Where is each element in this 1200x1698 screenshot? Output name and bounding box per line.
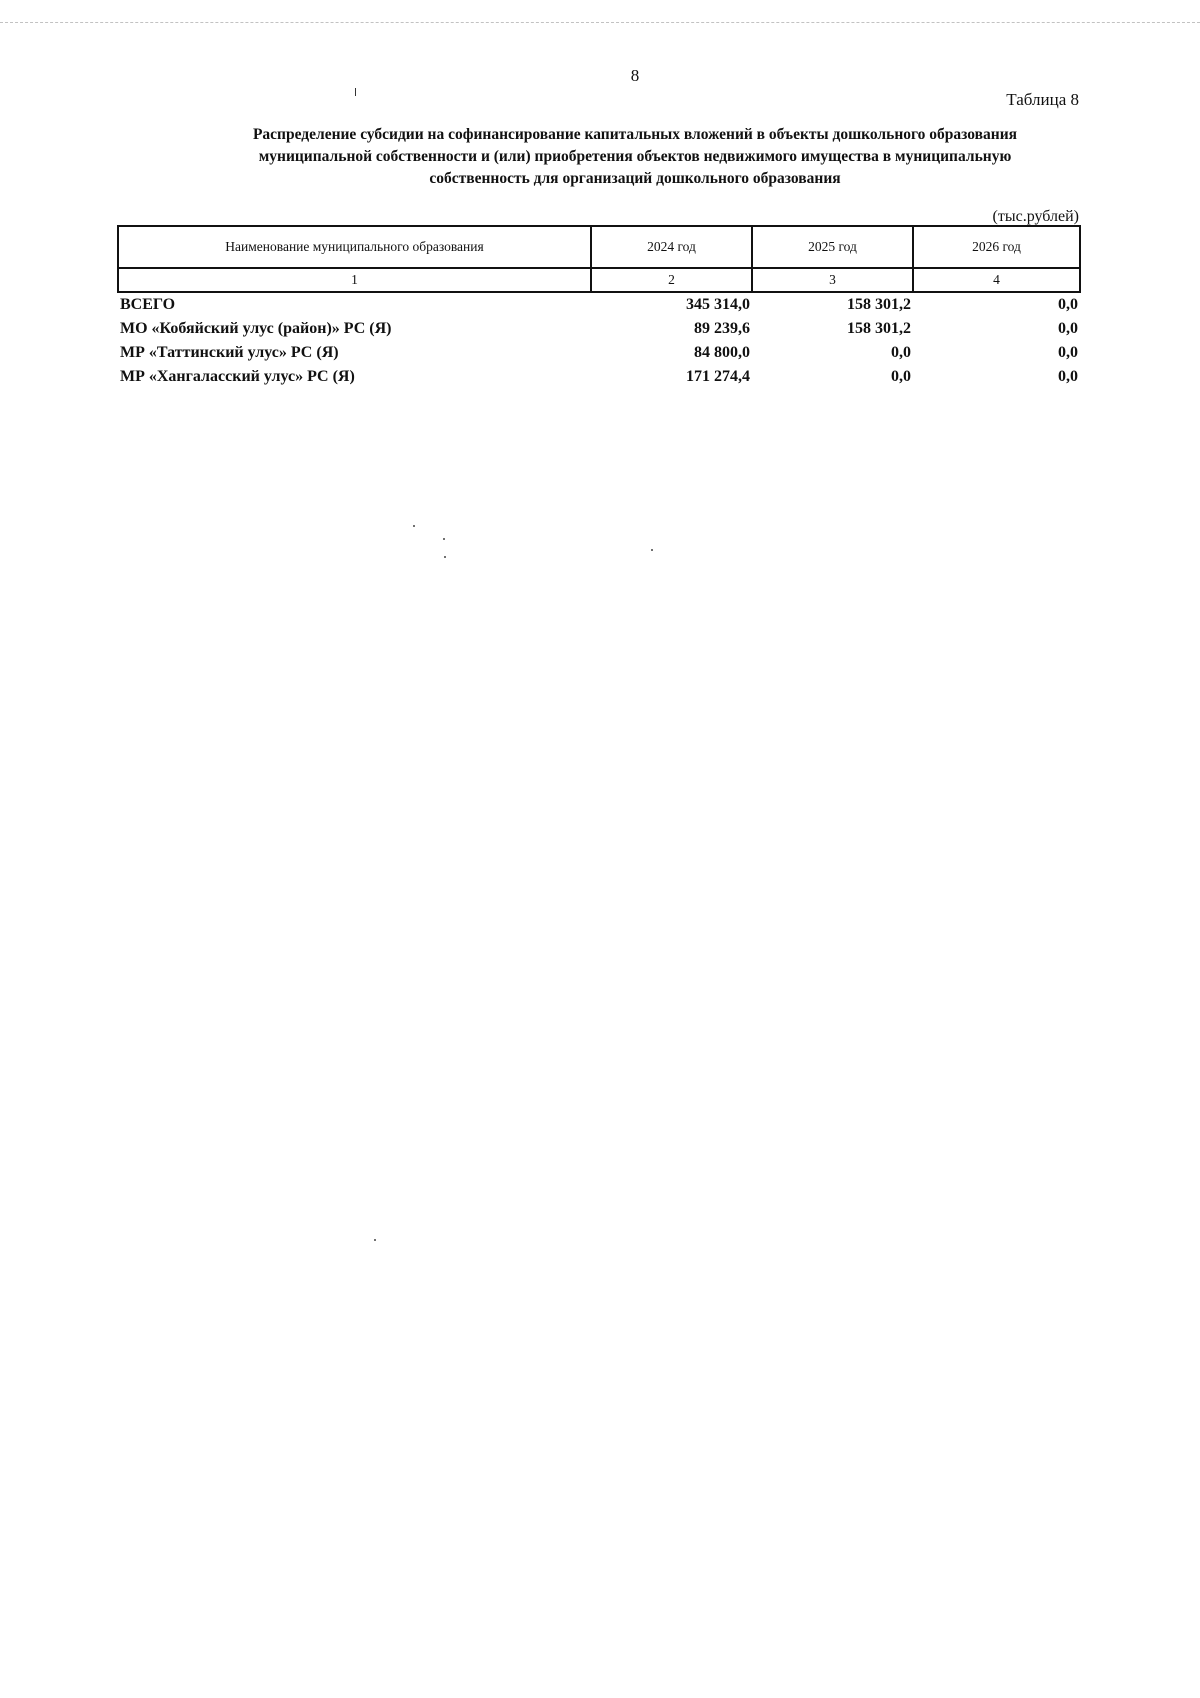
column-number: 2	[591, 268, 752, 292]
column-number-row	[118, 268, 1080, 292]
table-row	[118, 341, 1080, 365]
cell-2024: 345 314,0	[686, 296, 750, 313]
column-number: 3	[752, 268, 913, 292]
row-name: МР «Хангаласский улус» РС (Я)	[120, 368, 355, 385]
column-number: 4	[913, 268, 1080, 292]
scan-artifact-mark	[355, 88, 356, 96]
cell-2024: 171 274,4	[686, 368, 750, 385]
row-name: МР «Таттинский улус» РС (Я)	[120, 344, 339, 361]
header-year-2026: 2026 год	[913, 226, 1080, 268]
row-name: МО «Кобяйский улус (район)» РС (Я)	[120, 320, 392, 337]
cell-2026: 0,0	[1058, 320, 1078, 337]
units-label: (тыс.рублей)	[992, 208, 1079, 225]
scan-speck	[651, 549, 653, 551]
cell-2025: 158 301,2	[847, 296, 911, 313]
row-name: ВСЕГО	[120, 296, 176, 313]
header-year-2025: 2025 год	[752, 226, 913, 268]
document-title-line: Распределение субсидии на софинансирование капитальных вложений в объекты дошкольного образования	[252, 126, 1018, 143]
table-row-total	[118, 292, 1080, 317]
cell-2025: 0,0	[891, 344, 911, 361]
cell-2025: 158 301,2	[847, 320, 911, 337]
scan-artifact-line	[0, 22, 1200, 23]
header-year-2024: 2024 год	[591, 226, 752, 268]
column-number: 1	[118, 268, 591, 292]
cell-2024: 84 800,0	[694, 344, 750, 361]
table-header-row	[118, 226, 1080, 268]
header-municipality: Наименование муниципального образования	[118, 226, 591, 268]
table-row	[118, 365, 1080, 389]
page-number: 8	[630, 66, 640, 85]
cell-2025: 0,0	[891, 368, 911, 385]
cell-2026: 0,0	[1058, 296, 1078, 313]
cell-2024: 89 239,6	[694, 320, 750, 337]
scan-speck	[413, 525, 415, 527]
table-row	[118, 317, 1080, 341]
cell-2026: 0,0	[1058, 344, 1078, 361]
scan-speck	[444, 556, 446, 558]
cell-2026: 0,0	[1058, 368, 1078, 385]
table-label: Таблица 8	[1006, 90, 1079, 109]
scan-speck	[374, 1239, 376, 1241]
scan-speck	[443, 538, 445, 540]
subsidy-distribution-table	[117, 225, 1081, 389]
document-title	[140, 124, 1130, 190]
document-title-line: муниципальной собственности и (или) приобретения объектов недвижимого имущества в муниципальную	[258, 148, 1012, 165]
document-title-line: собственность для организаций дошкольного образования	[429, 170, 841, 187]
